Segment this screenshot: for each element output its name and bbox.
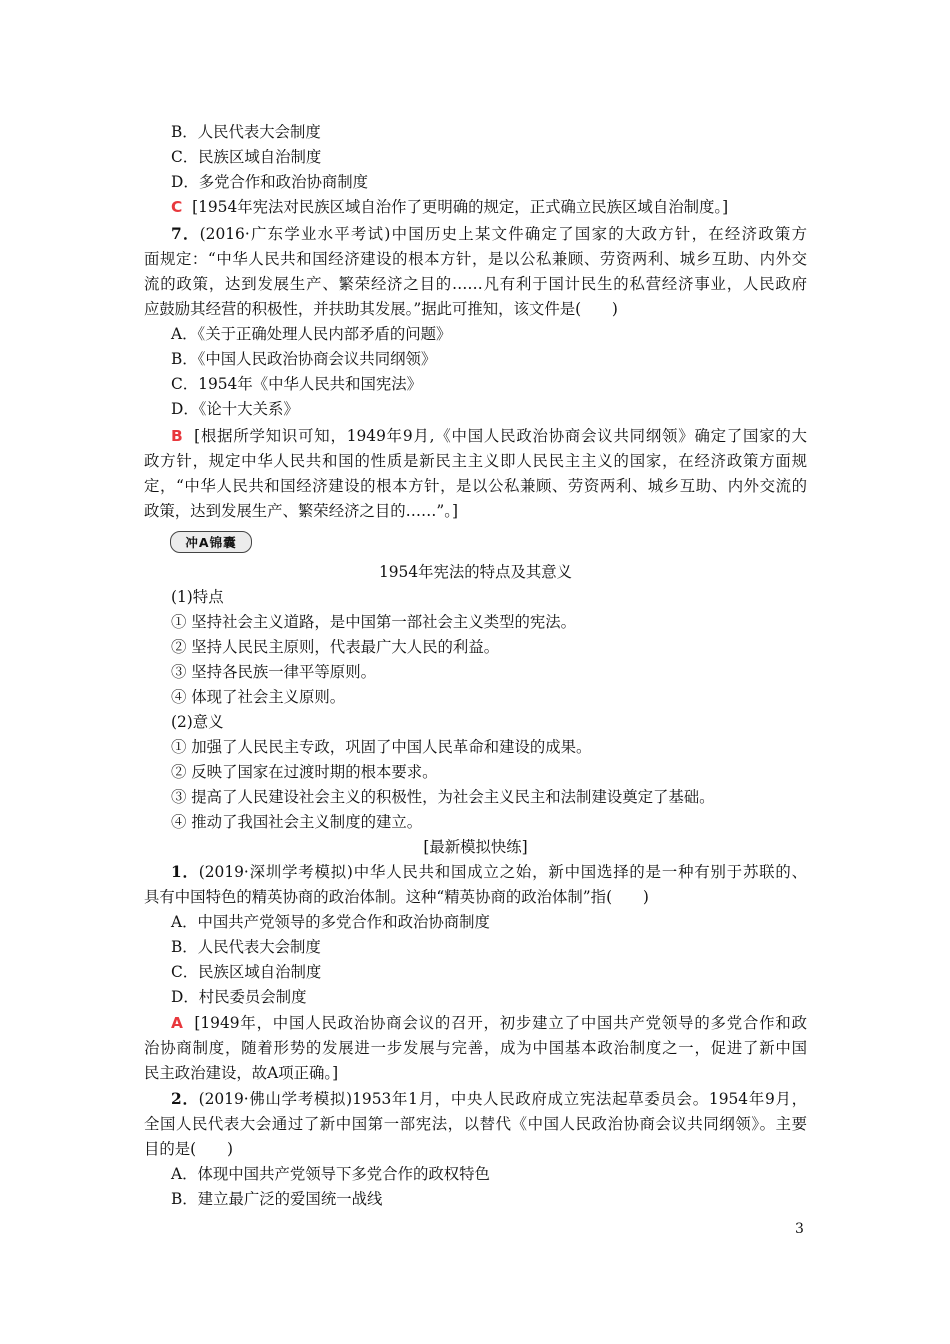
q7-stem-line-3: 流的政策，达到发展生产、繁荣经济之目的……凡有利于国计民生的私营经济事业，人民政府	[144, 275, 807, 293]
m1-stem-text-1: (2019·深圳学考模拟)中华人民共和国成立之始，新中国选择的是一种有别于苏联的、	[198, 863, 807, 881]
m1-explanation-line-1	[171, 1011, 807, 1036]
q6-answer-line	[171, 195, 728, 220]
notes-title: 1954年宪法的特点及其意义	[378, 563, 573, 581]
m1-number: 1．	[171, 863, 199, 881]
m2-stem-text-1: (2019·佛山学考模拟)1953年1月，中央人民政府成立宪法起草委员会。1954年9月，	[198, 1090, 807, 1108]
notes-feature-4: ④ 体现了社会主义原则。	[171, 688, 346, 706]
q6-explanation: [1954年宪法对民族区域自治作了更明确的规定，正式确立民族区域自治制度。]	[192, 198, 729, 216]
m1-option-c: C．民族区域自治制度	[171, 963, 322, 981]
q7-option-a: A．《关于正确处理人民内部矛盾的问题》	[171, 325, 452, 343]
m2-option-b: B．建立最广泛的爱国统一战线	[171, 1190, 383, 1208]
m1-answer: A	[171, 1014, 183, 1032]
q7-stem-line-1	[171, 222, 807, 247]
notes-heading-significance: (2)意义	[171, 713, 224, 731]
m1-option-d: D．村民委员会制度	[171, 988, 307, 1006]
m1-explanation-text-1: [1949年，中国人民政治协商会议的召开，初步建立了中国共产党领导的多党合作和政	[194, 1014, 807, 1032]
m2-number: 2．	[171, 1090, 199, 1108]
notes-heading-features: (1)特点	[171, 588, 224, 606]
q7-stem-text-1: (2016·广东学业水平考试)中国历史上某文件确定了国家的大政方针，在经济政策方	[199, 225, 807, 243]
q6-answer: C	[171, 198, 183, 216]
m2-option-a: A．体现中国共产党领导下多党合作的政权特色	[171, 1165, 490, 1183]
q7-number: 7．	[171, 225, 200, 243]
page-number: 3	[795, 1221, 804, 1237]
q7-explanation-line-3: 定，“中华人民共和国经济建设的根本方针，是以公私兼顾、劳资两利、城乡互助、内外交流的	[144, 477, 807, 495]
m1-stem-line-2: 具有中国特色的精英协商的政治体制。这种“精英协商的政治体制”指( )	[144, 888, 649, 906]
notes-feature-3: ③ 坚持各民族一律平等原则。	[171, 663, 376, 681]
q6-option-c: C．民族区域自治制度	[171, 148, 322, 166]
m2-stem-line-1	[171, 1087, 807, 1112]
notes-significance-3: ③ 提高了人民建设社会主义的积极性，为社会主义民主和法制建设奠定了基础。	[171, 788, 715, 806]
q6-option-b: B．人民代表大会制度	[171, 123, 321, 141]
q7-explanation-line-1	[171, 424, 807, 449]
notes-significance-4: ④ 推动了我国社会主义制度的建立。	[171, 813, 423, 831]
q7-stem-line-4: 应鼓励其经营的积极性，并扶助其发展。”据此可推知，该文件是( )	[144, 300, 618, 318]
m1-explanation-line-2: 治协商制度，随着形势的发展进一步发展与完善，成为中国基本政治制度之一，促进了新中国	[144, 1039, 807, 1057]
m1-stem-line-1	[171, 860, 807, 885]
q7-answer: B	[171, 427, 183, 445]
q7-stem-line-2: 面规定：“中华人民共和国经济建设的根本方针，是以公私兼顾、劳资两利、城乡互助、内外交	[144, 250, 807, 268]
m1-option-b: B．人民代表大会制度	[171, 938, 321, 956]
notes-feature-2: ② 坚持人民民主原则，代表最广大人民的利益。	[171, 638, 500, 656]
q7-option-d: D．《论十大关系》	[171, 400, 299, 418]
notes-feature-1: ① 坚持社会主义道路，是中国第一部社会主义类型的宪法。	[171, 613, 577, 631]
notes-significance-1: ① 加强了人民民主专政，巩固了中国人民革命和建设的成果。	[171, 738, 592, 756]
q7-option-b: B．《中国人民政治协商会议共同纲领》	[171, 350, 437, 368]
q7-option-c: C．1954年《中华人民共和国宪法》	[171, 375, 423, 393]
notes-significance-2: ② 反映了国家在过渡时期的根本要求。	[171, 763, 438, 781]
q7-explanation-line-4: 政策，达到发展生产、繁荣经济之目的……”。]	[144, 502, 458, 520]
section-heading: [最新模拟快练]	[423, 838, 528, 856]
q7-explanation-line-2: 政方针，规定中华人民共和国的性质是新民主主义即人民民主主义的国家，在经济政策方面规	[144, 452, 807, 470]
m2-stem-line-2: 全国人民代表大会通过了新中国第一部宪法，以替代《中国人民政治协商会议共同纲领》。主要	[144, 1115, 807, 1133]
tips-badge: 冲A锦囊	[170, 531, 252, 553]
m1-explanation-line-3: 民主政治建设，故A项正确。]	[144, 1064, 339, 1082]
q7-explanation-text-1: [根据所学知识可知，1949年9月,《中国人民政治协商会议共同纲领》确定了国家的大	[194, 427, 808, 445]
m2-stem-line-3: 目的是( )	[144, 1140, 233, 1158]
m1-option-a: A．中国共产党领导的多党合作和政治协商制度	[171, 913, 490, 931]
q6-option-d: D．多党合作和政治协商制度	[171, 173, 369, 191]
